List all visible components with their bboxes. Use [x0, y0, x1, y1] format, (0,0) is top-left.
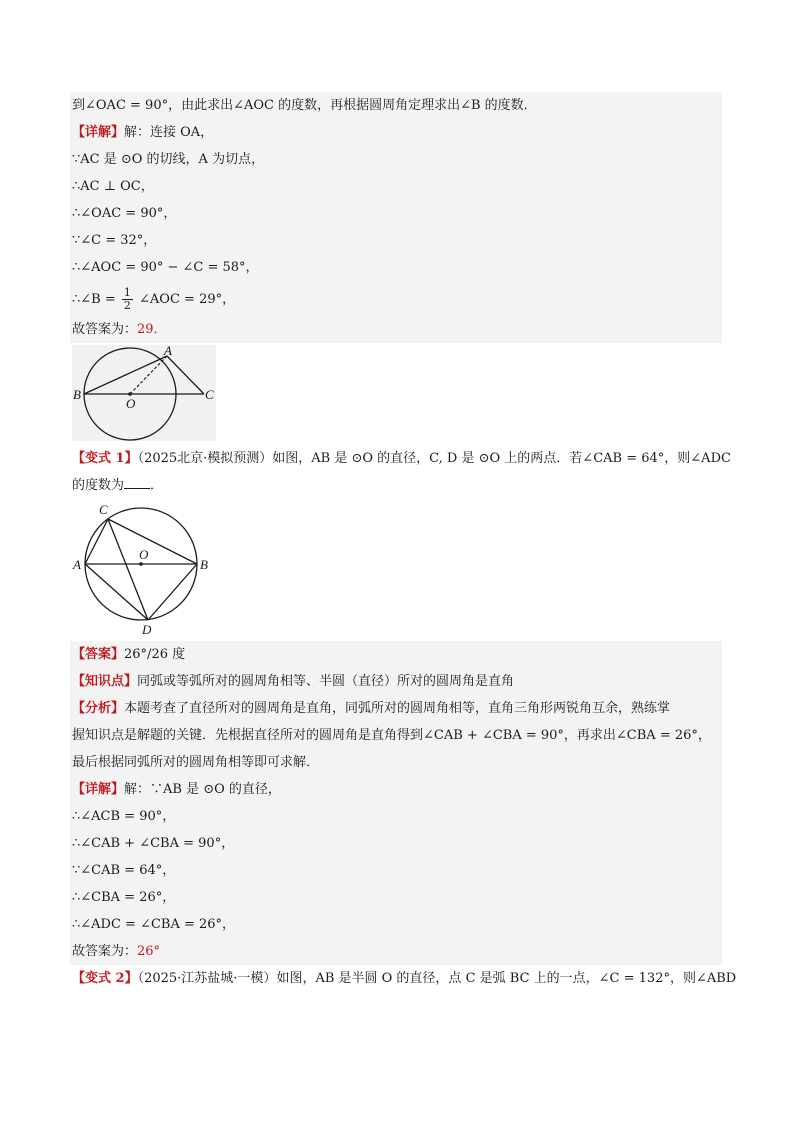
question-line	[70, 445, 731, 472]
answer-blank	[124, 476, 150, 489]
label-a: A	[73, 557, 81, 572]
detail-tag: 【详解】	[72, 782, 125, 797]
analysis-line	[70, 749, 722, 776]
analysis-line	[70, 695, 722, 722]
chord-ad	[85, 564, 148, 620]
answer-value: 29．	[137, 322, 167, 337]
step-line	[70, 254, 722, 281]
step-line	[70, 884, 722, 911]
variant2-question: 如图，AB 是半圆 O 的直径，点 C 是弧 BC 上的一点，∠C = 132°，则∠ABD	[276, 971, 737, 986]
answer-tag: 【答案】	[72, 647, 125, 662]
step-line	[70, 830, 722, 857]
step-text: ∴∠ACB = 90°，	[72, 809, 176, 824]
step-line	[70, 803, 722, 830]
label-b: B	[73, 387, 81, 402]
intro-text: 到∠OAC = 90°，由此求出∠AOC 的度数，再根据圆周角定理求出∠B 的度数．	[72, 98, 537, 113]
fraction-denominator: 2	[123, 299, 131, 312]
fraction	[122, 287, 133, 312]
document-page	[70, 92, 737, 992]
step-line	[70, 173, 722, 200]
detail-line	[70, 776, 722, 803]
detail-tag: 【详解】	[72, 125, 125, 140]
chord-ac	[85, 519, 108, 564]
answer-line	[70, 316, 722, 343]
detail-text: 解：∵AB 是 ⊙O 的直径，	[124, 782, 281, 797]
step-line	[70, 227, 722, 254]
variant2-tag: 【变式 2】	[72, 971, 138, 986]
chord-cd	[108, 519, 148, 620]
analysis-line	[70, 722, 722, 749]
intro-line	[70, 92, 722, 119]
label-o: O	[139, 547, 149, 562]
label-c: C	[99, 502, 108, 517]
step-text: ∴∠OAC = 90°，	[72, 206, 177, 221]
analysis-text: 本题考查了直径所对的圆周角是直角，同弧所对的圆周角相等，直角三角形两锐角互余，熟练掌	[124, 701, 671, 716]
knowledge-line	[70, 668, 722, 695]
detail-text: 解：连接 OA，	[124, 125, 214, 140]
step-text: ∴∠AOC = 90° − ∠C = 58°，	[72, 260, 259, 275]
chord-cb	[108, 519, 197, 564]
variant1-tag: 【变式 1】	[72, 451, 138, 466]
answer-line	[70, 641, 722, 668]
step-line	[70, 200, 722, 227]
label-a: A	[164, 345, 172, 358]
analysis-text: 握知识点是解题的关键．先根据直径所对的圆周角是直角得到∠CAB + ∠CBA = 90°，再求出∠CBA = 26°，	[72, 728, 711, 743]
final-prefix: 故答案为：	[72, 944, 138, 959]
tangent-circle-figure	[72, 345, 216, 441]
step-text: ∵AC 是 ⊙O 的切线，A 为切点，	[72, 152, 265, 167]
knowledge-text: 同弧或等弧所对的圆周角相等、半圆（直径）所对的圆周角是直角	[137, 674, 515, 689]
fraction-step-line	[70, 281, 722, 316]
inscribed-quad-diagram	[72, 501, 222, 637]
fraction-suffix: ∠AOC = 29°，	[139, 292, 236, 307]
variant1-source: （2025北京·模拟预测）	[137, 451, 273, 466]
label-b: B	[200, 557, 208, 572]
step-text: ∴∠CAB + ∠CBA = 90°，	[72, 836, 235, 851]
step-text: ∴AC ⊥ OC，	[72, 179, 154, 194]
label-o: O	[126, 396, 136, 411]
question-text: 的度数为	[72, 478, 125, 493]
analysis-text: 最后根据同弧所对的圆周角相等即可求解．	[72, 755, 320, 770]
center-dot	[139, 562, 143, 566]
question-line	[70, 472, 722, 499]
step-text: ∵∠C = 32°，	[72, 233, 157, 248]
answer-prefix: 故答案为：	[72, 322, 138, 337]
answer-value: 26°/26 度	[124, 647, 186, 662]
radius-oa	[130, 356, 167, 394]
knowledge-tag: 【知识点】	[72, 674, 138, 689]
tangent-circle-diagram	[72, 345, 216, 441]
question-end: ．	[150, 478, 164, 493]
variant1-question: 如图，AB 是 ⊙O 的直径，C, D 是 ⊙O 上的两点．若∠CAB = 64°，则∠ADC	[272, 451, 731, 466]
variant2-source: （2025·江苏盐城·一模）	[137, 971, 277, 986]
final-value: 26°	[137, 944, 161, 959]
detail-line	[70, 119, 722, 146]
label-c: C	[205, 387, 214, 402]
fraction-prefix: ∴∠B =	[72, 292, 116, 307]
question-line	[70, 965, 737, 992]
step-line	[70, 911, 722, 938]
final-answer-line	[70, 938, 722, 965]
step-line	[70, 857, 722, 884]
step-line	[70, 146, 722, 173]
step-text: ∴∠CBA = 26°，	[72, 890, 176, 905]
step-text: ∵∠CAB = 64°，	[72, 863, 176, 878]
label-d: D	[142, 622, 152, 637]
step-text: ∴∠ADC = ∠CBA = 26°，	[72, 917, 236, 932]
fraction-numerator: 1	[123, 286, 131, 299]
analysis-tag: 【分析】	[72, 701, 125, 716]
inscribed-quad-figure	[72, 501, 222, 637]
